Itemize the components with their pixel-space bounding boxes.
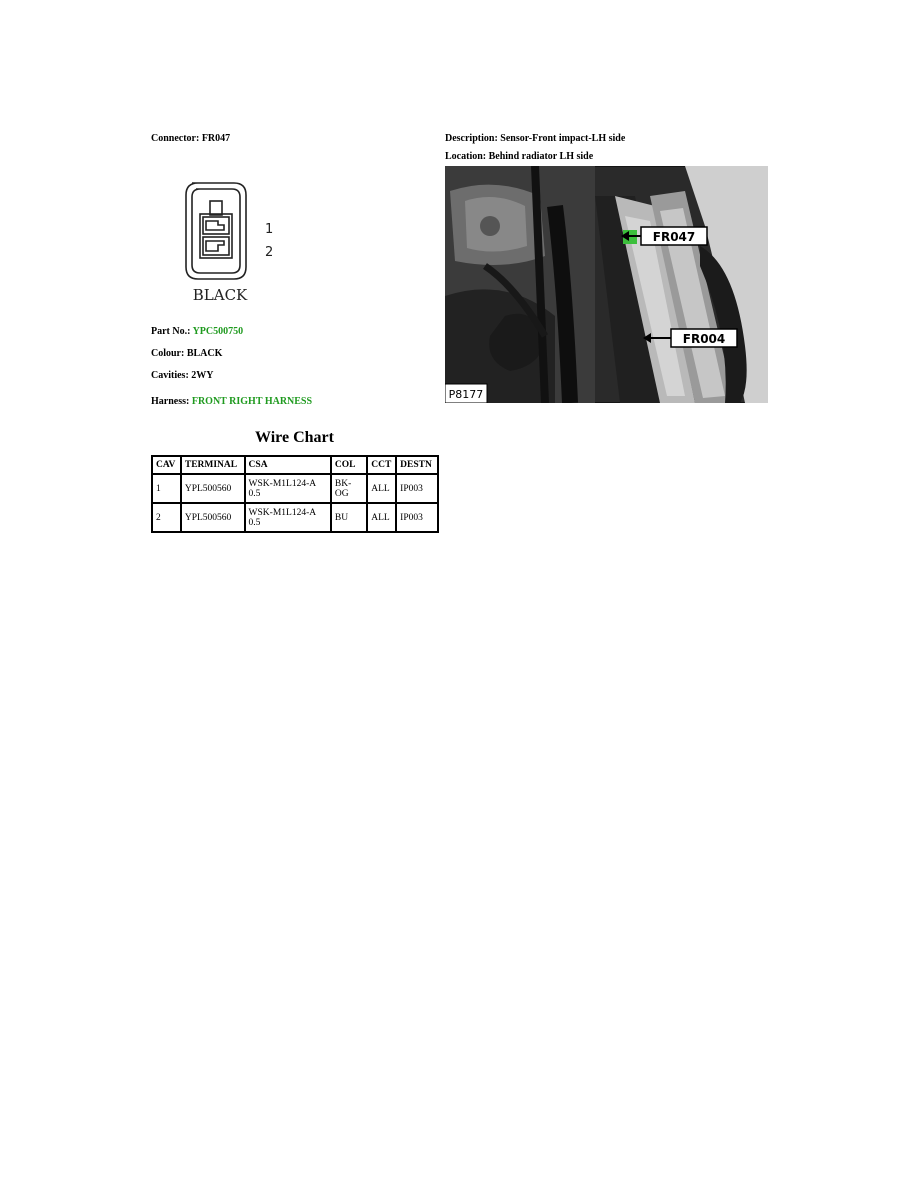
connector-color-label: BLACK (192, 286, 248, 304)
cell-destn: IP003 (396, 503, 438, 532)
cell-destn: IP003 (396, 474, 438, 503)
connector-label: Connector: (151, 133, 200, 144)
wire-chart-title: Wire Chart (255, 429, 334, 446)
location-label: Location: (445, 151, 487, 162)
harness-link[interactable]: FRONT RIGHT HARNESS (191, 396, 313, 407)
harness-label: Harness: (151, 396, 190, 407)
photo-callout-fr047: FR047 (652, 230, 696, 244)
location-value: Behind radiator LH side (488, 151, 594, 162)
photo-callout-fr004: FR004 (682, 332, 726, 346)
description-line (445, 133, 625, 144)
colour-line (151, 348, 222, 359)
cell-terminal: YPL500560 (181, 474, 245, 503)
cell-cav: 2 (152, 503, 181, 532)
header-destn: DESTN (396, 456, 438, 474)
header-col: COL (331, 456, 367, 474)
table-header-row (152, 456, 438, 474)
cell-terminal: YPL500560 (181, 503, 245, 532)
cell-csa: WSK-M1L124-A 0.5 (245, 503, 331, 532)
header-cav: CAV (152, 456, 181, 474)
colour-value: BLACK (186, 348, 223, 359)
part-label: Part No.: (151, 326, 191, 337)
cell-cct: ALL (367, 503, 396, 532)
connector-value: FR047 (201, 133, 231, 144)
cell-col: BK-OG (331, 474, 367, 503)
cell-cct: ALL (367, 474, 396, 503)
location-photo (445, 166, 768, 403)
header-terminal: TERMINAL (181, 456, 245, 474)
description-label: Description: (445, 133, 498, 144)
pin-2-label: 2 (265, 245, 274, 260)
part-number-line (151, 326, 243, 337)
pin-1-label: 1 (265, 222, 274, 237)
header-csa: CSA (245, 456, 331, 474)
wire-chart-table (151, 455, 439, 533)
description-value: Sensor-Front impact-LH side (500, 133, 626, 144)
header-cct: CCT (367, 456, 396, 474)
photo-reference-label: P8177 (448, 388, 484, 401)
cell-csa: WSK-M1L124-A 0.5 (245, 474, 331, 503)
part-number-link[interactable]: YPC500750 (192, 326, 244, 337)
cavities-label: Cavities: (151, 370, 189, 381)
location-line (445, 151, 593, 162)
colour-label: Colour: (151, 348, 185, 359)
connector-title (151, 133, 230, 144)
table-row (152, 474, 438, 503)
cavities-line (151, 370, 214, 381)
harness-line (151, 396, 312, 407)
connector-face-diagram (184, 181, 274, 305)
table-row (152, 503, 438, 532)
cavities-value: 2WY (191, 370, 214, 381)
cell-col: BU (331, 503, 367, 532)
cell-cav: 1 (152, 474, 181, 503)
